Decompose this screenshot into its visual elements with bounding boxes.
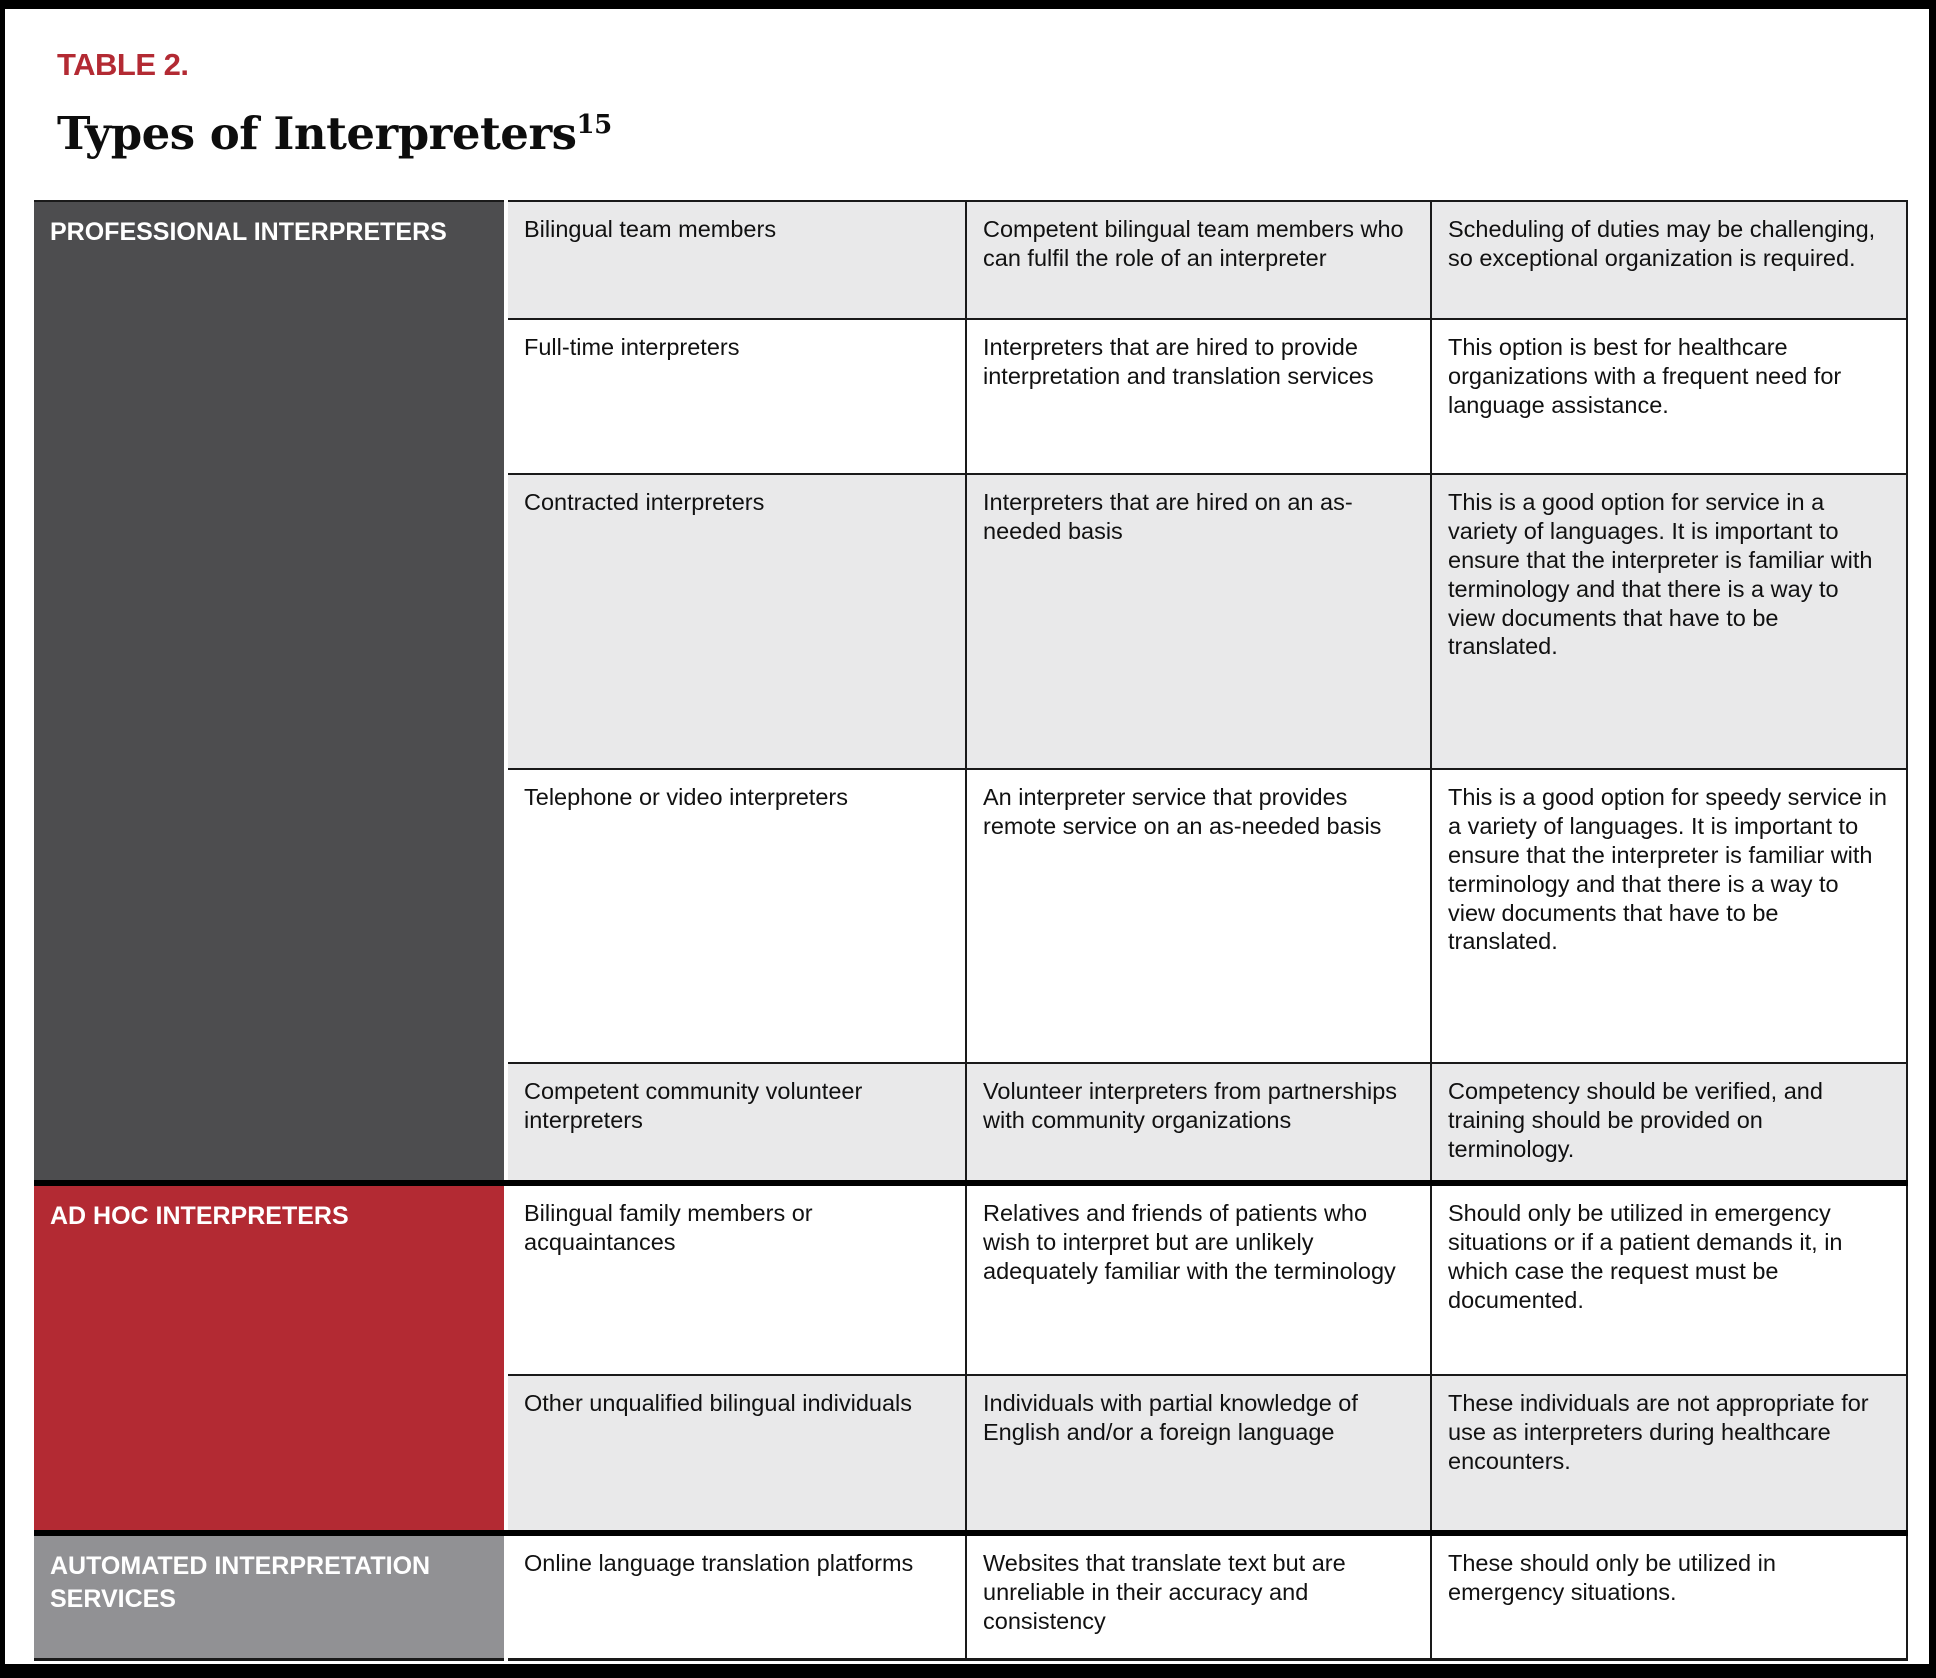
notes-cell: These individuals are not appropriate for use as interpreters during healthcare encounters. [1431,1375,1907,1533]
category-cell: PROFESSIONAL INTERPRETERS [34,201,506,1183]
type-cell: Telephone or video interpreters [506,769,966,1063]
notes-cell: These should only be utilized in emergency situations. [1431,1533,1907,1659]
category-cell: AUTOMATED INTERPRETATION SERVICES [34,1533,506,1659]
table-row [34,201,1907,319]
interpreters-table [34,200,1908,1661]
title-superscript: 15 [576,110,612,140]
page-title [57,107,1929,160]
description-cell: An interpreter service that provides remote service on an as-needed basis [966,769,1431,1063]
table-body [34,201,1907,1659]
table-row [34,1533,1907,1659]
description-cell: Relatives and friends of patients who wish to interpret but are unlikely adequately familiar with the terminology [966,1183,1431,1375]
notes-cell: Competency should be verified, and training should be provided on terminology. [1431,1063,1907,1183]
notes-cell: Should only be utilized in emergency situations or if a patient demands it, in which case the request must be documented. [1431,1183,1907,1375]
notes-cell: Scheduling of duties may be challenging, so exceptional organization is required. [1431,201,1907,319]
type-cell: Online language translation platforms [506,1533,966,1659]
description-cell: Individuals with partial knowledge of English and/or a foreign language [966,1375,1431,1533]
type-cell: Full-time interpreters [506,319,966,474]
description-cell: Interpreters that are hired on an as-needed basis [966,474,1431,769]
type-cell: Bilingual family members or acquaintances [506,1183,966,1375]
category-cell: AD HOC INTERPRETERS [34,1183,506,1533]
table-label: TABLE 2. [57,47,189,82]
description-cell: Websites that translate text but are unreliable in their accuracy and consistency [966,1533,1431,1659]
notes-cell: This is a good option for service in a variety of languages. It is important to ensure that the interpreter is familiar with terminology and that there is a way to view documents that have to be translated. [1431,474,1907,769]
type-cell: Other unqualified bilingual individuals [506,1375,966,1533]
description-cell: Competent bilingual team members who can fulfil the role of an interpreter [966,201,1431,319]
type-cell: Bilingual team members [506,201,966,319]
type-cell: Contracted interpreters [506,474,966,769]
notes-cell: This option is best for healthcare organizations with a frequent need for language assistance. [1431,319,1907,474]
page-title-text: Types of Interpreters [57,107,577,160]
description-cell: Interpreters that are hired to provide interpretation and translation services [966,319,1431,474]
description-cell: Volunteer interpreters from partnerships with community organizations [966,1063,1431,1183]
table-row [34,1183,1907,1375]
type-cell: Competent community volunteer interpreters [506,1063,966,1183]
notes-cell: This is a good option for speedy service in a variety of languages. It is important to ensure that the interpreter is familiar with terminology and that there is a way to view documents that have to be translated. [1431,769,1907,1063]
